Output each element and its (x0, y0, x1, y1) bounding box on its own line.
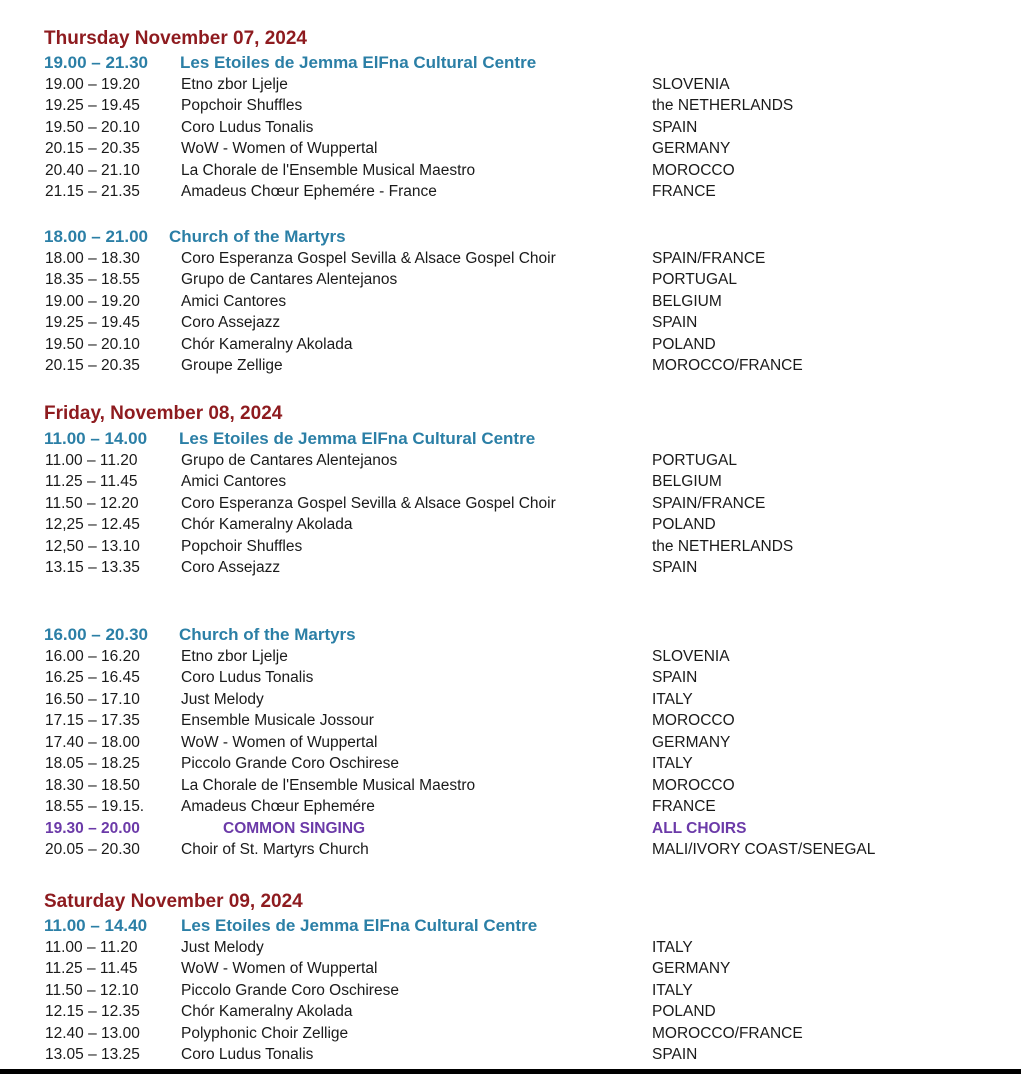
choir-country: SPAIN (652, 314, 698, 332)
choir-name: Amadeus Chœur Ephemére (181, 798, 375, 816)
choir-name: Choir of St. Martyrs Church (181, 841, 369, 859)
choir-name: Coro Assejazz (181, 559, 281, 577)
choir-name: Coro Ludus Tonalis (181, 118, 314, 136)
choir-name: Piccolo Grande Coro Oschirese (181, 981, 399, 999)
day-heading: Friday, November 08, 2024 (44, 403, 283, 424)
choir-name: Just Melody (181, 690, 264, 708)
performance-time: 20.05 – 20.30 (45, 841, 140, 859)
session-venue: Les Etoiles de Jemma ElFna Cultural Centre (181, 916, 538, 935)
choir-country: MOROCCO (652, 161, 735, 179)
performance-time: 20.15 – 20.35 (45, 140, 140, 158)
choir-country: POLAND (652, 335, 716, 353)
choir-name: COMMON SINGING (223, 819, 366, 837)
choir-country: MALI/IVORY COAST/SENEGAL (652, 841, 876, 859)
choir-country: POLAND (652, 516, 716, 534)
performance-time: 16.25 – 16.45 (45, 669, 140, 687)
performance-time: 11.00 – 11.20 (45, 452, 138, 469)
choir-country: ITALY (652, 690, 693, 708)
session-venue: Church of the Martyrs (179, 625, 356, 644)
performance-time: 17.40 – 18.00 (45, 733, 140, 751)
performance-time: 18.35 – 18.55 (45, 271, 140, 289)
choir-country: MOROCCO (652, 712, 735, 730)
choir-country: ALL CHOIRS (652, 819, 747, 837)
choir-country: SLOVENIA (652, 648, 730, 665)
choir-country: SPAIN (652, 669, 698, 687)
performance-time: 20.15 – 20.35 (45, 357, 140, 375)
choir-country: ITALY (652, 981, 693, 999)
choir-country: GERMANY (652, 960, 731, 978)
choir-name: La Chorale de l'Ensemble Musical Maestro (181, 776, 476, 794)
choir-name: Coro Esperanza Gospel Sevilla & Alsace Gospel Choir (181, 250, 556, 267)
choir-country: SLOVENIA (652, 76, 730, 93)
performance-time: 19.50 – 20.10 (45, 335, 140, 353)
choir-country: the NETHERLANDS (652, 537, 794, 555)
session-venue: Church of the Martyrs (169, 227, 346, 246)
session-time: 11.00 – 14.00 (44, 429, 148, 448)
performance-time: 11.00 – 11.20 (45, 939, 138, 956)
choir-name: Coro Ludus Tonalis (181, 669, 314, 687)
choir-country: PORTUGAL (652, 452, 737, 469)
performance-time: 11.25 – 11.45 (45, 473, 138, 491)
performance-time: 19.25 – 19.45 (45, 97, 140, 115)
performance-time: 17.15 – 17.35 (45, 712, 140, 730)
choir-name: Grupo de Cantares Alentejanos (181, 452, 398, 469)
choir-name: Just Melody (181, 939, 264, 956)
performance-time: 13.05 – 13.25 (45, 1046, 140, 1064)
choir-name: WoW - Women of Wuppertal (181, 960, 378, 978)
day-heading: Saturday November 09, 2024 (44, 891, 303, 912)
choir-name: Chór Kameralny Akolada (181, 1003, 353, 1021)
choir-name: Coro Ludus Tonalis (181, 1046, 314, 1064)
choir-country: FRANCE (652, 798, 716, 816)
performance-time: 16.50 – 17.10 (45, 690, 140, 708)
performance-time: 18.30 – 18.50 (45, 776, 140, 794)
performance-time: 16.00 – 16.20 (45, 648, 140, 665)
performance-time: 18.55 – 19.15. (45, 798, 145, 816)
choir-country: POLAND (652, 1003, 716, 1021)
choir-country: SPAIN (652, 1046, 698, 1064)
performance-time: 19.00 – 19.20 (45, 76, 140, 93)
performance-time: 19.50 – 20.10 (45, 118, 140, 136)
choir-country: MOROCCO/FRANCE (652, 357, 803, 375)
choir-country: GERMANY (652, 140, 731, 158)
performance-time: 19.25 – 19.45 (45, 314, 140, 332)
session-time: 19.00 – 21.30 (44, 53, 148, 72)
choir-country: MOROCCO/FRANCE (652, 1024, 803, 1042)
choir-country: BELGIUM (652, 473, 722, 491)
choir-name: WoW - Women of Wuppertal (181, 733, 378, 751)
choir-country: MOROCCO (652, 776, 735, 794)
performance-time: 11.50 – 12.20 (45, 494, 139, 512)
choir-name: WoW - Women of Wuppertal (181, 140, 378, 158)
performance-time: 13.15 – 13.35 (45, 559, 140, 577)
choir-country: FRANCE (652, 183, 716, 201)
performance-time: 12.15 – 12.35 (45, 1003, 140, 1021)
choir-name: Piccolo Grande Coro Oschirese (181, 755, 399, 773)
choir-country: SPAIN/FRANCE (652, 494, 766, 512)
choir-country: SPAIN/FRANCE (652, 250, 766, 267)
session-time: 16.00 – 20.30 (44, 625, 148, 644)
session-venue: Les Etoiles de Jemma ElFna Cultural Centre (179, 429, 536, 448)
choir-country: GERMANY (652, 733, 731, 751)
bottom-edge-bar (0, 1069, 1021, 1074)
choir-country: PORTUGAL (652, 271, 737, 289)
choir-name: Amici Cantores (181, 292, 287, 310)
choir-name: Chór Kameralny Akolada (181, 516, 353, 534)
performance-time: 19.00 – 19.20 (45, 292, 140, 310)
session-venue: Les Etoiles de Jemma ElFna Cultural Centre (180, 53, 537, 72)
performance-time: 21.15 – 21.35 (45, 183, 140, 201)
day-heading: Thursday November 07, 2024 (44, 28, 307, 49)
choir-name: Amici Cantores (181, 473, 287, 491)
performance-time: 12,50 – 13.10 (45, 537, 140, 555)
performance-time: 20.40 – 21.10 (45, 161, 140, 179)
choir-name: Etno zbor Ljelje (181, 648, 288, 665)
choir-country: ITALY (652, 939, 693, 956)
choir-country: SPAIN (652, 559, 698, 577)
performance-time: 19.30 – 20.00 (45, 819, 140, 837)
choir-name: Grupo de Cantares Alentejanos (181, 271, 398, 289)
choir-name: Popchoir Shuffles (181, 97, 303, 115)
choir-name: Coro Esperanza Gospel Sevilla & Alsace Gospel Choir (181, 494, 556, 512)
session-time: 18.00 – 21.00 (44, 227, 148, 246)
performance-time: 12,25 – 12.45 (45, 516, 140, 534)
choir-name: Coro Assejazz (181, 314, 281, 332)
choir-name: Groupe Zellige (181, 357, 283, 375)
choir-name: Amadeus Chœur Ephemére - France (181, 183, 437, 201)
performance-time: 18.00 – 18.30 (45, 250, 140, 267)
performance-time: 11.25 – 11.45 (45, 960, 138, 978)
choir-country: BELGIUM (652, 292, 722, 310)
choir-name: Ensemble Musicale Jossour (181, 712, 374, 730)
choir-name: Popchoir Shuffles (181, 537, 303, 555)
choir-name: Polyphonic Choir Zellige (181, 1024, 349, 1042)
choir-name: La Chorale de l'Ensemble Musical Maestro (181, 161, 476, 179)
performance-time: 18.05 – 18.25 (45, 755, 140, 773)
choir-name: Etno zbor Ljelje (181, 76, 288, 93)
session-time: 11.00 – 14.40 (44, 916, 148, 935)
choir-country: SPAIN (652, 118, 698, 136)
performance-time: 11.50 – 12.10 (45, 981, 139, 999)
choir-country: the NETHERLANDS (652, 97, 794, 115)
choir-country: ITALY (652, 755, 693, 773)
choir-name: Chór Kameralny Akolada (181, 335, 353, 353)
performance-time: 12.40 – 13.00 (45, 1024, 140, 1042)
